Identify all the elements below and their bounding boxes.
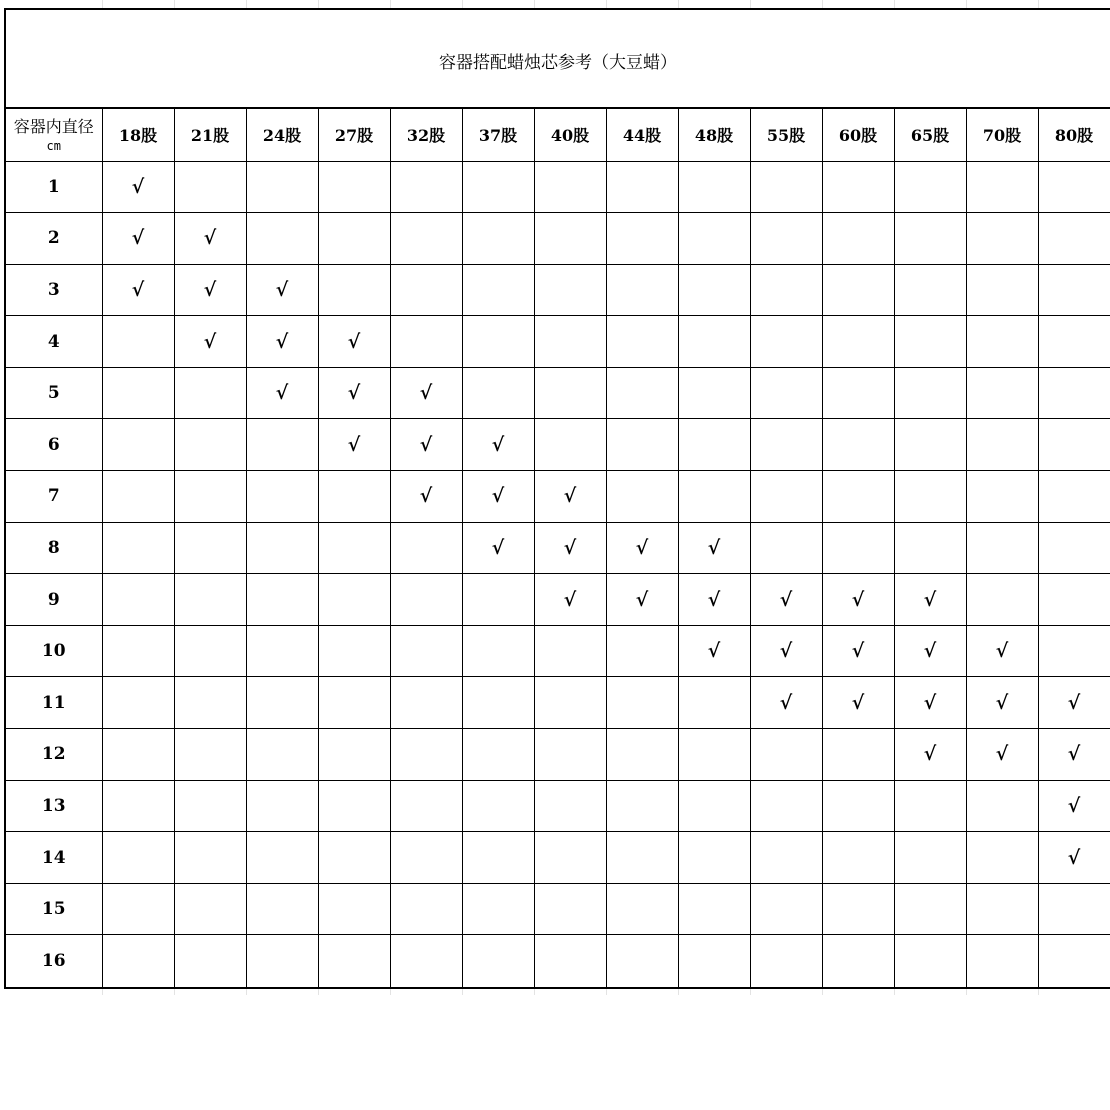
wick-match-cell[interactable] <box>246 883 318 935</box>
wick-match-cell[interactable]: √ <box>678 522 750 574</box>
wick-match-cell[interactable] <box>894 832 966 884</box>
diameter-cell[interactable]: 10 <box>6 625 102 677</box>
wick-match-cell[interactable] <box>246 677 318 729</box>
wick-match-cell[interactable] <box>390 625 462 677</box>
wick-match-cell[interactable]: √ <box>966 625 1038 677</box>
wick-match-cell[interactable] <box>102 574 174 626</box>
table-row <box>6 780 1110 832</box>
diameter-cell[interactable]: 12 <box>6 729 102 781</box>
wick-match-cell[interactable] <box>1038 522 1110 574</box>
header-wick-cell[interactable]: 48股 <box>678 109 750 161</box>
wick-match-cell[interactable] <box>966 832 1038 884</box>
wick-match-cell[interactable] <box>174 935 246 987</box>
wick-match-cell[interactable] <box>102 522 174 574</box>
table-row <box>6 161 1110 213</box>
diameter-cell[interactable]: 2 <box>6 213 102 265</box>
wick-match-cell[interactable] <box>822 522 894 574</box>
wick-match-cell[interactable] <box>102 729 174 781</box>
wick-match-cell[interactable] <box>390 264 462 316</box>
wick-match-cell[interactable] <box>318 471 390 523</box>
wick-match-cell[interactable] <box>750 213 822 265</box>
wick-match-cell[interactable] <box>606 419 678 471</box>
wick-match-cell[interactable] <box>750 935 822 987</box>
diameter-cell[interactable]: 4 <box>6 316 102 368</box>
wick-match-cell[interactable] <box>966 780 1038 832</box>
wick-match-cell[interactable] <box>750 522 822 574</box>
wick-match-cell[interactable]: √ <box>606 574 678 626</box>
wick-match-cell[interactable] <box>606 316 678 368</box>
wick-match-cell[interactable] <box>390 522 462 574</box>
wick-match-cell[interactable] <box>678 832 750 884</box>
wick-match-cell[interactable] <box>894 161 966 213</box>
wick-match-cell[interactable] <box>1038 213 1110 265</box>
wick-match-cell[interactable]: √ <box>534 574 606 626</box>
wick-match-cell[interactable] <box>966 574 1038 626</box>
wick-match-cell[interactable] <box>462 367 534 419</box>
wick-match-cell[interactable]: √ <box>318 419 390 471</box>
wick-match-cell[interactable] <box>1038 161 1110 213</box>
wick-match-cell[interactable] <box>966 264 1038 316</box>
wick-match-cell[interactable] <box>246 935 318 987</box>
table-row <box>6 522 1110 574</box>
wick-match-cell[interactable] <box>174 729 246 781</box>
wick-match-cell[interactable] <box>534 780 606 832</box>
wick-match-cell[interactable] <box>822 316 894 368</box>
wick-match-cell[interactable] <box>462 677 534 729</box>
diameter-cell[interactable]: 13 <box>6 780 102 832</box>
wick-match-cell[interactable]: √ <box>174 264 246 316</box>
wick-match-cell[interactable] <box>174 471 246 523</box>
table-body <box>6 161 1110 987</box>
wick-match-cell[interactable] <box>966 367 1038 419</box>
wick-match-cell[interactable]: √ <box>462 522 534 574</box>
wick-match-cell[interactable] <box>1038 883 1110 935</box>
wick-match-cell[interactable]: √ <box>102 161 174 213</box>
wick-match-cell[interactable]: √ <box>822 677 894 729</box>
diameter-cell[interactable]: 16 <box>6 935 102 987</box>
table-row <box>6 419 1110 471</box>
wick-match-cell[interactable] <box>606 883 678 935</box>
wick-match-cell[interactable] <box>246 471 318 523</box>
diameter-cell[interactable]: 6 <box>6 419 102 471</box>
wick-match-cell[interactable] <box>894 316 966 368</box>
wick-match-cell[interactable] <box>534 316 606 368</box>
wick-match-cell[interactable] <box>462 832 534 884</box>
wick-match-cell[interactable] <box>822 935 894 987</box>
table-row <box>6 264 1110 316</box>
header-diameter-unit: cm <box>46 138 61 153</box>
wick-match-cell[interactable] <box>534 832 606 884</box>
wick-match-cell[interactable]: √ <box>1038 780 1110 832</box>
wick-match-cell[interactable]: √ <box>534 471 606 523</box>
header-wick-cell[interactable]: 37股 <box>462 109 534 161</box>
wick-match-cell[interactable] <box>390 832 462 884</box>
wick-match-cell[interactable] <box>606 832 678 884</box>
diameter-cell[interactable]: 8 <box>6 522 102 574</box>
wick-match-cell[interactable] <box>390 213 462 265</box>
table-row <box>6 883 1110 935</box>
wick-match-cell[interactable] <box>822 264 894 316</box>
wick-match-cell[interactable]: √ <box>822 625 894 677</box>
header-diameter-label: 容器内直径 <box>13 116 94 136</box>
wick-match-cell[interactable] <box>318 264 390 316</box>
diameter-cell[interactable]: 3 <box>6 264 102 316</box>
wick-match-cell[interactable] <box>102 935 174 987</box>
wick-match-cell[interactable] <box>174 883 246 935</box>
wick-match-cell[interactable] <box>966 471 1038 523</box>
wick-match-cell[interactable]: √ <box>534 522 606 574</box>
wick-match-cell[interactable] <box>246 574 318 626</box>
wick-match-cell[interactable] <box>390 574 462 626</box>
wick-match-cell[interactable] <box>318 832 390 884</box>
header-wick-cell[interactable]: 80股 <box>1038 109 1110 161</box>
wick-match-cell[interactable] <box>174 574 246 626</box>
wick-match-cell[interactable] <box>894 883 966 935</box>
diameter-cell[interactable]: 5 <box>6 367 102 419</box>
wick-match-cell[interactable]: √ <box>246 367 318 419</box>
wick-match-cell[interactable] <box>822 832 894 884</box>
wick-match-cell[interactable] <box>750 367 822 419</box>
wick-match-cell[interactable] <box>966 935 1038 987</box>
wick-match-cell[interactable] <box>246 729 318 781</box>
wick-match-cell[interactable] <box>750 419 822 471</box>
wick-match-cell[interactable]: √ <box>174 316 246 368</box>
diameter-cell[interactable]: 14 <box>6 832 102 884</box>
wick-match-cell[interactable] <box>246 780 318 832</box>
wick-match-cell[interactable] <box>462 161 534 213</box>
wick-match-cell[interactable]: √ <box>390 419 462 471</box>
wick-match-cell[interactable] <box>174 780 246 832</box>
wick-match-cell[interactable] <box>246 625 318 677</box>
table-row <box>6 729 1110 781</box>
wick-match-cell[interactable]: √ <box>390 367 462 419</box>
wick-match-cell[interactable] <box>246 161 318 213</box>
wick-match-cell[interactable] <box>102 471 174 523</box>
diameter-cell[interactable]: 1 <box>6 161 102 213</box>
wick-match-cell[interactable] <box>678 213 750 265</box>
wick-match-cell[interactable] <box>174 522 246 574</box>
wick-match-cell[interactable] <box>534 883 606 935</box>
wick-match-cell[interactable] <box>1038 419 1110 471</box>
wick-match-cell[interactable] <box>606 161 678 213</box>
wick-match-cell[interactable]: √ <box>966 729 1038 781</box>
wick-match-cell[interactable] <box>246 832 318 884</box>
wick-match-cell[interactable] <box>390 677 462 729</box>
wick-match-cell[interactable] <box>678 264 750 316</box>
wick-match-cell[interactable] <box>390 780 462 832</box>
wick-match-cell[interactable] <box>1038 471 1110 523</box>
wick-match-cell[interactable] <box>102 832 174 884</box>
wick-match-cell[interactable] <box>750 780 822 832</box>
wick-match-cell[interactable]: √ <box>678 574 750 626</box>
wick-match-cell[interactable]: √ <box>390 471 462 523</box>
wick-match-cell[interactable]: √ <box>822 574 894 626</box>
header-wick-cell[interactable]: 60股 <box>822 109 894 161</box>
wick-match-cell[interactable] <box>534 161 606 213</box>
wick-match-cell[interactable] <box>534 677 606 729</box>
wick-match-cell[interactable] <box>750 161 822 213</box>
wick-match-cell[interactable] <box>246 419 318 471</box>
header-wick-cell[interactable]: 18股 <box>102 109 174 161</box>
wick-match-cell[interactable] <box>606 625 678 677</box>
table-row <box>6 316 1110 368</box>
table-row <box>6 677 1110 729</box>
wick-match-cell[interactable] <box>390 883 462 935</box>
wick-match-cell[interactable] <box>606 471 678 523</box>
wick-match-cell[interactable] <box>318 935 390 987</box>
wick-match-cell[interactable] <box>678 161 750 213</box>
wick-match-cell[interactable] <box>894 935 966 987</box>
wick-match-cell[interactable]: √ <box>246 264 318 316</box>
wick-match-cell[interactable]: √ <box>102 264 174 316</box>
table-row <box>6 625 1110 677</box>
wick-match-cell[interactable] <box>678 367 750 419</box>
wick-match-cell[interactable] <box>462 780 534 832</box>
wick-match-cell[interactable]: √ <box>966 677 1038 729</box>
header-wick-cell[interactable]: 55股 <box>750 109 822 161</box>
wick-match-cell[interactable] <box>534 264 606 316</box>
wick-match-cell[interactable] <box>822 367 894 419</box>
wick-match-cell[interactable] <box>894 264 966 316</box>
header-wick-cell[interactable]: 27股 <box>318 109 390 161</box>
wick-match-cell[interactable] <box>750 316 822 368</box>
wick-match-cell[interactable] <box>390 935 462 987</box>
wick-match-cell[interactable]: √ <box>1038 677 1110 729</box>
wick-match-cell[interactable] <box>894 367 966 419</box>
wick-match-cell[interactable] <box>1038 935 1110 987</box>
wick-match-cell[interactable] <box>606 677 678 729</box>
wick-match-cell[interactable] <box>966 522 1038 574</box>
wick-match-cell[interactable] <box>318 625 390 677</box>
table-row <box>6 471 1110 523</box>
wick-match-cell[interactable] <box>174 832 246 884</box>
wick-match-cell[interactable] <box>318 522 390 574</box>
wick-match-cell[interactable] <box>894 780 966 832</box>
wick-match-cell[interactable] <box>534 935 606 987</box>
header-wick-cell[interactable]: 44股 <box>606 109 678 161</box>
wick-match-cell[interactable] <box>750 832 822 884</box>
wick-match-cell[interactable] <box>894 419 966 471</box>
table-row <box>6 574 1110 626</box>
wick-match-cell[interactable]: √ <box>750 677 822 729</box>
wick-match-cell[interactable] <box>102 677 174 729</box>
wick-match-cell[interactable] <box>174 419 246 471</box>
wick-match-cell[interactable] <box>318 677 390 729</box>
wick-match-cell[interactable]: √ <box>894 729 966 781</box>
wick-match-cell[interactable] <box>606 213 678 265</box>
wick-match-cell[interactable] <box>678 316 750 368</box>
header-wick-cell[interactable]: 32股 <box>390 109 462 161</box>
wick-match-cell[interactable] <box>1038 316 1110 368</box>
table-row <box>6 832 1110 884</box>
wick-match-cell[interactable] <box>462 213 534 265</box>
diameter-cell[interactable]: 11 <box>6 677 102 729</box>
wick-match-cell[interactable]: √ <box>894 625 966 677</box>
wick-match-cell[interactable]: √ <box>1038 832 1110 884</box>
wick-match-cell[interactable]: √ <box>318 367 390 419</box>
diameter-cell[interactable]: 15 <box>6 883 102 935</box>
wick-match-cell[interactable] <box>1038 625 1110 677</box>
wick-match-cell[interactable]: √ <box>894 677 966 729</box>
wick-match-cell[interactable] <box>246 522 318 574</box>
wick-match-cell[interactable]: √ <box>462 471 534 523</box>
wick-match-cell[interactable] <box>750 729 822 781</box>
wick-match-cell[interactable] <box>606 935 678 987</box>
wick-match-cell[interactable] <box>750 471 822 523</box>
wick-reference-sheet <box>4 8 1110 989</box>
wick-match-cell[interactable] <box>390 729 462 781</box>
table-row <box>6 213 1110 265</box>
wick-match-cell[interactable] <box>534 213 606 265</box>
wick-match-cell[interactable]: √ <box>318 316 390 368</box>
wick-match-cell[interactable] <box>318 161 390 213</box>
wick-match-cell[interactable] <box>678 883 750 935</box>
wick-match-cell[interactable]: √ <box>750 574 822 626</box>
wick-match-cell[interactable] <box>822 213 894 265</box>
wick-match-cell[interactable] <box>462 574 534 626</box>
wick-match-cell[interactable] <box>462 264 534 316</box>
wick-match-cell[interactable] <box>534 419 606 471</box>
wick-match-cell[interactable]: √ <box>750 625 822 677</box>
wick-match-cell[interactable] <box>390 316 462 368</box>
wick-match-cell[interactable] <box>822 161 894 213</box>
wick-match-cell[interactable] <box>1038 367 1110 419</box>
wick-reference-table <box>6 109 1110 987</box>
wick-match-cell[interactable]: √ <box>606 522 678 574</box>
wick-match-cell[interactable] <box>174 677 246 729</box>
wick-match-cell[interactable] <box>318 729 390 781</box>
wick-match-cell[interactable] <box>966 316 1038 368</box>
wick-match-cell[interactable] <box>966 161 1038 213</box>
wick-match-cell[interactable] <box>606 780 678 832</box>
wick-match-cell[interactable] <box>390 161 462 213</box>
wick-match-cell[interactable] <box>822 883 894 935</box>
wick-match-cell[interactable] <box>678 935 750 987</box>
wick-match-cell[interactable] <box>102 883 174 935</box>
wick-match-cell[interactable]: √ <box>462 419 534 471</box>
diameter-cell[interactable]: 7 <box>6 471 102 523</box>
wick-match-cell[interactable]: √ <box>894 574 966 626</box>
diameter-cell[interactable]: 9 <box>6 574 102 626</box>
header-wick-cell[interactable]: 24股 <box>246 109 318 161</box>
wick-match-cell[interactable] <box>966 883 1038 935</box>
wick-match-cell[interactable] <box>534 367 606 419</box>
wick-match-cell[interactable] <box>462 729 534 781</box>
wick-match-cell[interactable] <box>174 161 246 213</box>
wick-match-cell[interactable] <box>606 367 678 419</box>
wick-match-cell[interactable] <box>318 574 390 626</box>
wick-match-cell[interactable]: √ <box>678 625 750 677</box>
sheet-title[interactable]: 容器搭配蜡烛芯参考（大豆蜡） <box>6 10 1110 109</box>
table-row <box>6 935 1110 987</box>
wick-match-cell[interactable] <box>1038 574 1110 626</box>
wick-match-cell[interactable] <box>102 419 174 471</box>
wick-match-cell[interactable] <box>678 419 750 471</box>
wick-match-cell[interactable] <box>678 780 750 832</box>
wick-match-cell[interactable] <box>606 264 678 316</box>
wick-match-cell[interactable] <box>894 471 966 523</box>
wick-match-cell[interactable] <box>894 522 966 574</box>
wick-match-cell[interactable]: √ <box>1038 729 1110 781</box>
wick-match-cell[interactable] <box>966 213 1038 265</box>
wick-match-cell[interactable] <box>606 729 678 781</box>
wick-match-cell[interactable] <box>822 471 894 523</box>
wick-match-cell[interactable] <box>318 780 390 832</box>
wick-match-cell[interactable] <box>678 677 750 729</box>
wick-match-cell[interactable] <box>102 625 174 677</box>
wick-match-cell[interactable] <box>1038 264 1110 316</box>
wick-match-cell[interactable] <box>462 625 534 677</box>
wick-match-cell[interactable] <box>462 883 534 935</box>
wick-match-cell[interactable] <box>174 625 246 677</box>
header-wick-cell[interactable]: 70股 <box>966 109 1038 161</box>
wick-match-cell[interactable] <box>534 729 606 781</box>
header-row <box>6 109 1110 161</box>
wick-match-cell[interactable]: √ <box>246 316 318 368</box>
wick-match-cell[interactable] <box>750 883 822 935</box>
wick-match-cell[interactable] <box>822 780 894 832</box>
wick-match-cell[interactable]: √ <box>102 213 174 265</box>
wick-match-cell[interactable] <box>318 883 390 935</box>
wick-match-cell[interactable] <box>102 367 174 419</box>
wick-match-cell[interactable] <box>174 367 246 419</box>
wick-match-cell[interactable] <box>894 213 966 265</box>
wick-match-cell[interactable] <box>102 780 174 832</box>
header-diameter-cell[interactable] <box>6 109 102 161</box>
wick-match-cell[interactable] <box>102 316 174 368</box>
wick-match-cell[interactable] <box>678 471 750 523</box>
header-wick-cell[interactable]: 65股 <box>894 109 966 161</box>
wick-match-cell[interactable] <box>318 213 390 265</box>
wick-match-cell[interactable] <box>534 625 606 677</box>
table-row <box>6 367 1110 419</box>
wick-match-cell[interactable] <box>678 729 750 781</box>
wick-match-cell[interactable] <box>246 213 318 265</box>
wick-match-cell[interactable] <box>750 264 822 316</box>
wick-match-cell[interactable]: √ <box>174 213 246 265</box>
wick-match-cell[interactable] <box>822 419 894 471</box>
wick-match-cell[interactable] <box>966 419 1038 471</box>
header-wick-cell[interactable]: 40股 <box>534 109 606 161</box>
wick-match-cell[interactable] <box>462 935 534 987</box>
header-wick-cell[interactable]: 21股 <box>174 109 246 161</box>
wick-match-cell[interactable] <box>822 729 894 781</box>
wick-match-cell[interactable] <box>462 316 534 368</box>
